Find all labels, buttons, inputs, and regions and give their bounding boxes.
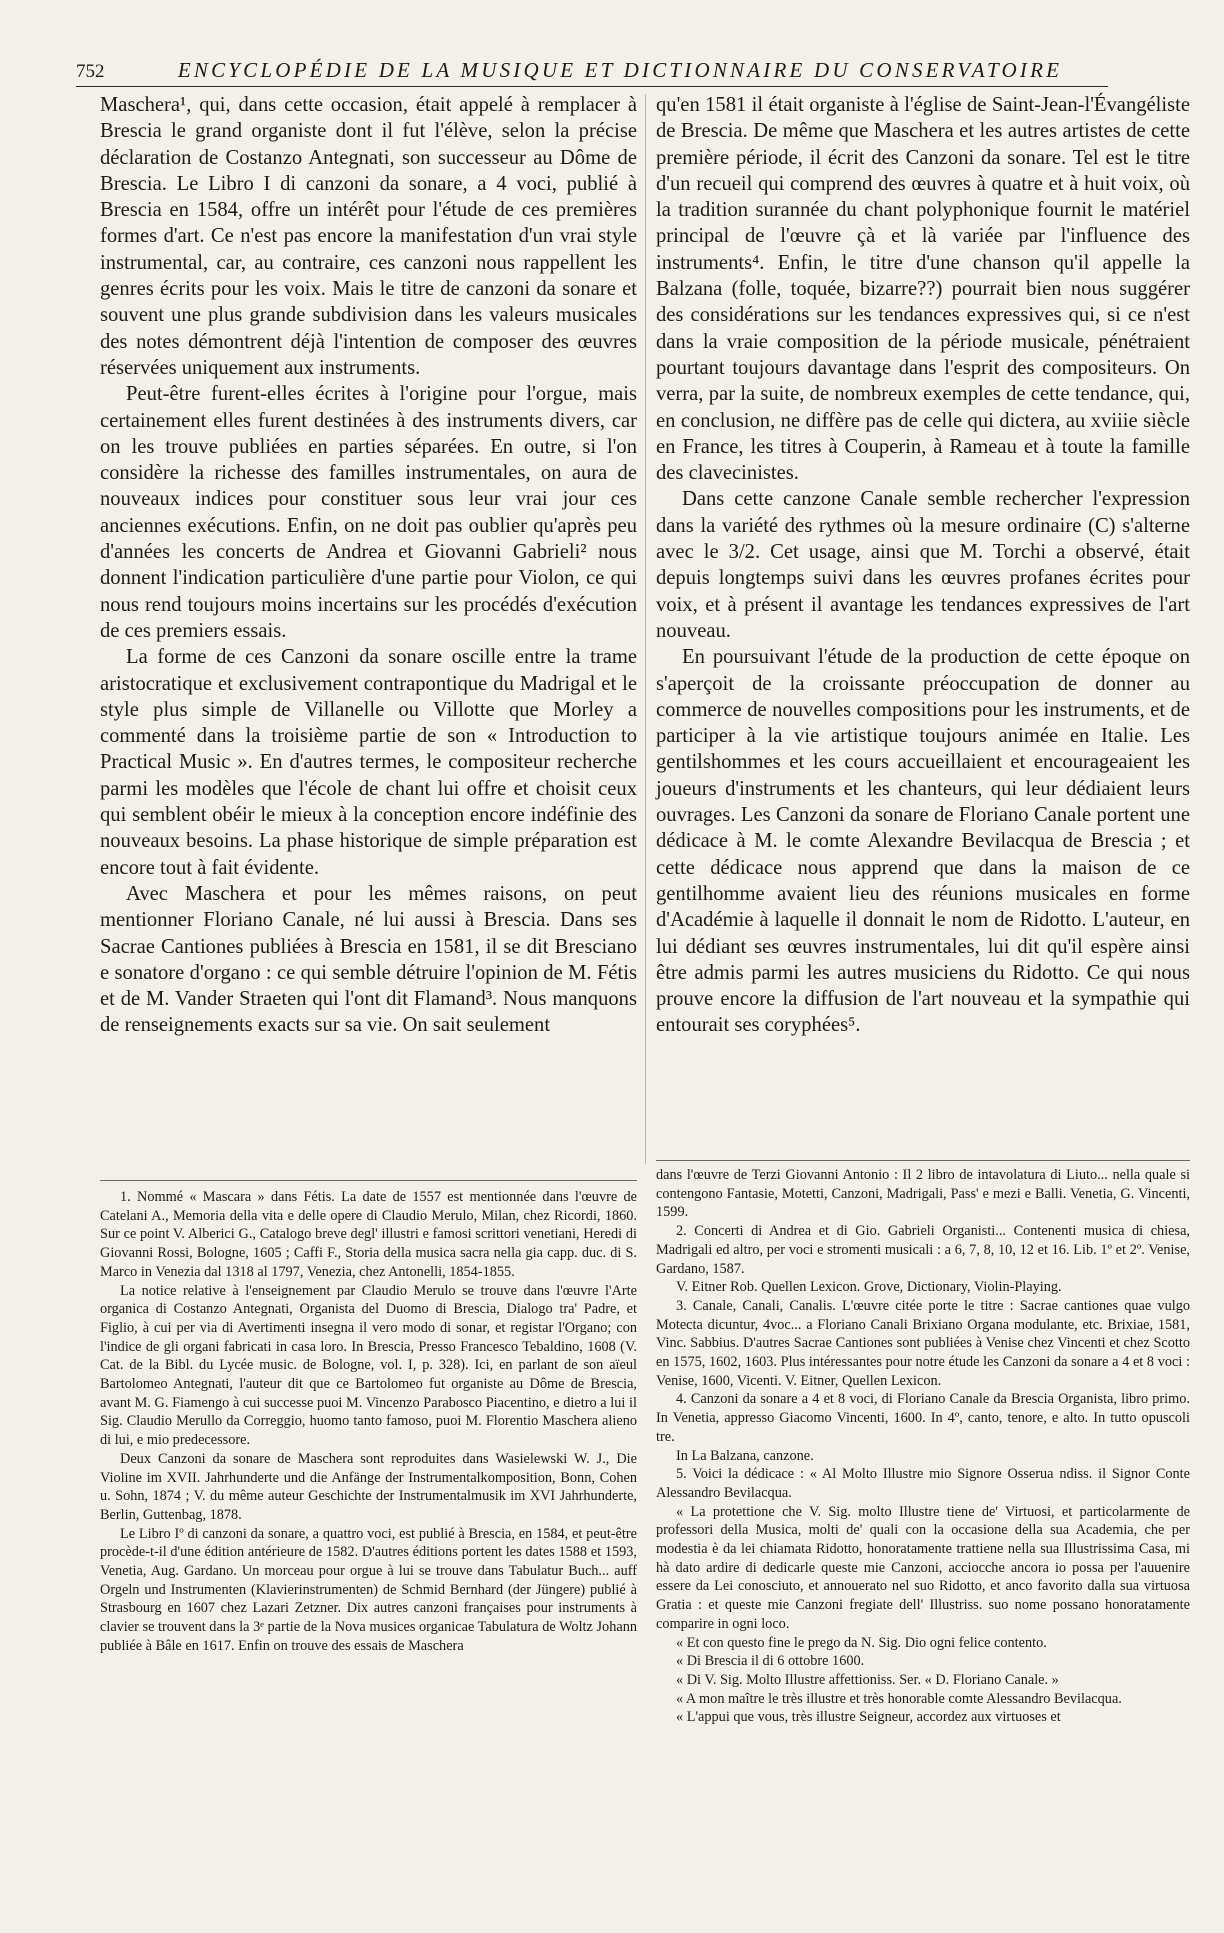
paragraph: Avec Maschera et pour les mêmes raisons, on peut mentionner Floriano Canale, né lui aussi à Brescia. Dans ses Sacrae Cantiones publiées à Brescia en 1581, il se dit Bresciano e sonatore d'organo : ce qui semble détruire l'opinion de M. Fétis et de M. Vander Straeten qui l'ont dit Flamand³. Nous manquons de renseignements exacts sur sa vie. On sait seulement	[100, 882, 637, 1037]
footnote: « Di Brescia il di 6 ottobre 1600.	[676, 1653, 865, 1670]
paragraph: En poursuivant l'étude de la production de cette époque on s'aperçoit de la croissante préoccupation de donner au commerce de nouvelles compositions pour les instruments, et de participer à la vie artistique toujours animée en Italie. Les gentilshommes et les cours accueillaient et encourageaient les joueurs d'instruments et les chanteurs, qui leur dédiaient leurs ouvrages. Les Canzoni da sonare de Floriano Canale portent une dédicace à M. le comte Alexandre Bevilacqua de Brescia ; et cette dédicace nous apprend que dans la maison de ce gentilhomme avaient lieu des réunions musicales en forme d'Académie à laquelle il donnait le nom de Ridotto. L'auteur, en lui dédiant ses œuvres instrumentales, lui dit qu'il espère ainsi être admis parmi les autres musiciens du Ridotto. Ce qui nous prouve encore la diffusion de l'art nouveau et la sympathie qui entourait ses coryphées⁵.	[656, 646, 1190, 1037]
paragraph: Dans cette canzone Canale semble rechercher l'expression dans la variété des rythmes où la mesure ordinaire (C) s'alterne avec le 3/2. Cet usage, ainsi que M. Torchi a observé, était depuis longtemps suivi dans les œuvres profanes écrites pour voix, et à présent il avantage les tendances expressives de l'art nouveau.	[656, 488, 1190, 642]
footnote-separator-left	[100, 1180, 637, 1181]
footnote: Le Libro Iº di canzoni da sonare, a quattro voci, est publié à Brescia, en 1584, et peut-être procède-t-il d'une édition antérieure de 1582. D'autres éditions portent les dates 1588 et 1593, Venetia, Aug. Gardano. Un morceau pour orgue à lui se trouve dans Tabulatur Buch... auff Orgeln und Instrumenten (Klavierinstrumenten) de Schmid Bernhard (der Jüngere) publié à Strasbourg en 1607 chez Lazari Zetzner. Dix autres canzoni françaises pour instruments à clavier se trouvent dans la 3ᵉ partie de la Nova musices organicae Tabulatura de Woltz Johann publiée à Bâle en 1617. Enfin on trouve des essais de Maschera	[100, 1525, 637, 1654]
footnote: In La Balzana, canzone.	[676, 1447, 814, 1464]
column-divider	[645, 94, 646, 1164]
footnote: « La protettione che V. Sig. molto Illustre tiene de' Virtuosi, et particolarmente de professori della Musica, molti de' quali con la occasione della sua Academia, che per modestia è da lei chiamata Ridotto, honoratamente trattiene nella sua Illustrissima Casa, mi hà dato ardire di dedicarle queste mie Canzoni, acciocche ancora io possa per l'auuenire essere da Lei conosciuto, et annouerato nel suo Ridotto, et anco favorito dalla sua virtuosa Gratia : et queste mie Canzoni fregiate dell' Illustriss. suo nome possano honoratamente comparire in ogni loco.	[656, 1503, 1190, 1632]
paragraph: Maschera¹, qui, dans cette occasion, était appelé à remplacer à Brescia le grand organiste dont il fut l'élève, selon la précise déclaration de Costanzo Antegnati, son successeur au Dôme de Brescia. Le Libro I di canzoni da sonare, a 4 voci, publié à Brescia en 1584, offre un intérêt pour l'étude de ces premières formes d'art. Ce n'est pas encore la manifestation d'un vrai style instrumental, car, au contraire, ces canzoni nous rappellent les genres écrits pour les voix. Mais le titre de canzoni da sonare et souvent une plus grande subdivision dans les valeurs musicales des notes démontrent déjà l'intention de composer des œuvres réservées uniquement aux instruments.	[100, 94, 637, 379]
footnote: « A mon maître le très illustre et très honorable comte Alessandro Bevilacqua.	[676, 1690, 1122, 1707]
footnote: 3. Canale, Canali, Canalis. L'œuvre citée porte le titre : Sacrae cantiones quae vulgo Motecta dicuntur, 4voc... a Floriano Canali Brixiano Organa modulante, etc. Brixiae, 1581, Vinc. Sabbius. D'autres Sacrae Cantiones sont publiées à Venise chez Vincenti et chez Scotto en 1575, 1602, 1603. Plus intéressantes pour notre étude les Canzoni da sonare a 4 et 8 voci : Venise, 1600, Vicenti. V. Eitner, Quellen Lexicon.	[656, 1297, 1190, 1389]
body-column-left	[100, 92, 637, 1039]
footnote: 1. Nommé « Mascara » dans Fétis. La date de 1557 est mentionnée dans l'œuvre de Catelani A., Memoria della vita e delle opere di Claudio Merulo, Milan, chez Ricordi, 1860. Sur ce point V. Alberici G., Catalogo breve degl' illustri e famosi scrittori venetiani, Heredi di Giovanni Rossi, Bologne, 1605 ; Caffi F., Storia della musica sacra nella gia capp. duc. di S. Marco in Venezia dal 1318 al 1797, Venezia, chez Antonelli, 1854-1855.	[100, 1189, 637, 1280]
footnotes-left	[100, 1188, 637, 1656]
page-header	[76, 56, 1108, 87]
footnote: dans l'œuvre de Terzi Giovanni Antonio : Il 2 libro de intavolatura di Liuto... nella quale si contengono Fantasie, Motetti, Canzoni, Madrigali, Pass' e mezi e Balli. Venetia, G. Vincenti, 1599.	[656, 1167, 1190, 1221]
paragraph: qu'en 1581 il était organiste à l'église de Saint-Jean-l'Évangéliste de Brescia. De même que Maschera et les autres artistes de cette première période, il écrit des Canzoni da sonare. Tel est le titre d'un recueil qui comprend des œuvres à quatre et à huit voix, où la tradition surannée du chant polyphonique fournit le matériel principal de l'œuvre çà et là variée par l'influence des instruments⁴. Enfin, le titre d'une chanson qu'il appelle la Balzana (folle, toquée, bizarre??) pourrait bien nous suggérer des considérations sur les tendances expressives qui, si ce n'est dans la vraie composition de la période musicale, pénétraient pourtant toujours davantage dans l'esprit des compositeurs. On verra, par la suite, de nombreux exemples de cette tendance, qui, en conclusion, ne diffère pas de celle qui dictera, au xviiie siècle en France, les titres à Couperin, à Rameau et à toute la famille des clavecinistes.	[656, 94, 1190, 485]
page-number: 752	[76, 61, 105, 82]
footnote: « Di V. Sig. Molto Illustre affettioniss. Ser. « D. Floriano Canale. »	[676, 1671, 1059, 1688]
footnote: La notice relative à l'enseignement par Claudio Merulo se trouve dans l'œuvre l'Arte organica di Costanzo Antegnati, Organista del Duomo di Brescia, Dialogo tra' Padre, et Figlio, à cui per via di Avertimenti insegna il vero modo di sonar, et registar l'Organo; con l'indice de gli organi fabricati in casa loro. In Brescia, Presso Francesco Tebaldino, 1608 (V. Cat. de la Bibl. du Lycée music. de Bologne, vol. I, p. 328). Ici, en parlant de son aïeul Bartolomeo Antegnati, l'auteur dit que ce Bartolomeo fut organiste au Dôme de Brescia, avant M. G. Fiamengo à cui successe puoi M. Vincenzo Parabosco Piacentino, e dietro a lui il Sig. Claudio Merullo da Correggio, huomo tanto famoso, puoi M. Florentio Maschera alieno di lui, e mio predecessore.	[100, 1282, 637, 1449]
paragraph: La forme de ces Canzoni da sonare oscille entre la trame aristocratique et exclusivement contrapontique du Madrigal et le style plus simple de Villanelle ou Villotte que Morley a commenté dans la troisième partie de son « Introduction to Practical Music ». En d'autres termes, le compositeur recherche parmi les modèles que l'école de chant lui offre et choisit ceux qui semblent obéir le mieux à la conception encore indéfinie des nouveaux besoins. La phase historique de simple préparation est encore tout à fait évidente.	[100, 646, 637, 879]
footnote: 2. Concerti di Andrea et di Gio. Gabrieli Organisti... Contenenti musica di chiesa, Madrigali ed altro, per voci e stromenti musicali : a 6, 7, 8, 10, 12 et 16. Lib. 1º et 2º. Venise, Gardano, 1587.	[656, 1223, 1190, 1277]
footnotes-right	[656, 1166, 1190, 1727]
footnote-separator-right	[656, 1160, 1190, 1161]
footnote: V. Eitner Rob. Quellen Lexicon. Grove, Dictionary, Violin-Playing.	[676, 1279, 1062, 1296]
footnote: 5. Voici la dédicace : « Al Molto Illustre mio Signore Osserua ndiss. il Signor Conte Alessandro Bevilacqua.	[656, 1466, 1190, 1501]
footnote: « Et con questo fine le prego da N. Sig. Dio ogni felice contento.	[676, 1634, 1047, 1651]
footnote: 4. Canzoni da sonare a 4 et 8 voci, di Floriano Canale da Brescia Organista, libro primo. In Venetia, appresso Giacomo Vincenti, 1600. In 4º, canto, tenore, e alto. In tutto opuscoli tre.	[656, 1391, 1190, 1445]
body-column-right	[656, 92, 1190, 1039]
footnote: Deux Canzoni da sonare de Maschera sont reproduites dans Wasielewski W. J., Die Violine im XVII. Jahrhunderte und die Anfänge der Instrumentalkomposition, Bonn, Cohen u. Sohn, 1874 ; V. du même auteur Geschichte der Instrumentalmusik im XVI Jahrhunderte, Berlin, Guttenbag, 1878.	[100, 1450, 637, 1523]
footnote: « L'appui que vous, très illustre Seigneur, accordez aux virtuoses et	[676, 1709, 1061, 1726]
running-title: ENCYCLOPÉDIE DE LA MUSIQUE ET DICTIONNAIRE DU CONSERVATOIRE	[177, 58, 1063, 82]
paragraph: Peut-être furent-elles écrites à l'origine pour l'orgue, mais certainement elles furent destinées à des instruments divers, car on les trouve publiées en parties séparées. En outre, si l'on considère la richesse des familles instrumentales, on aura de nouveaux indices pour constituer sous leur vrai jour ces anciennes exécutions. Enfin, on ne doit pas oublier qu'après peu d'années les concerts de Andrea et Giovanni Gabrieli² nous donnent l'indication particulière d'une partie pour Violon, ce qui nous rend toujours moins incertains sur les procédés d'exécution de ces premiers essais.	[100, 383, 637, 642]
